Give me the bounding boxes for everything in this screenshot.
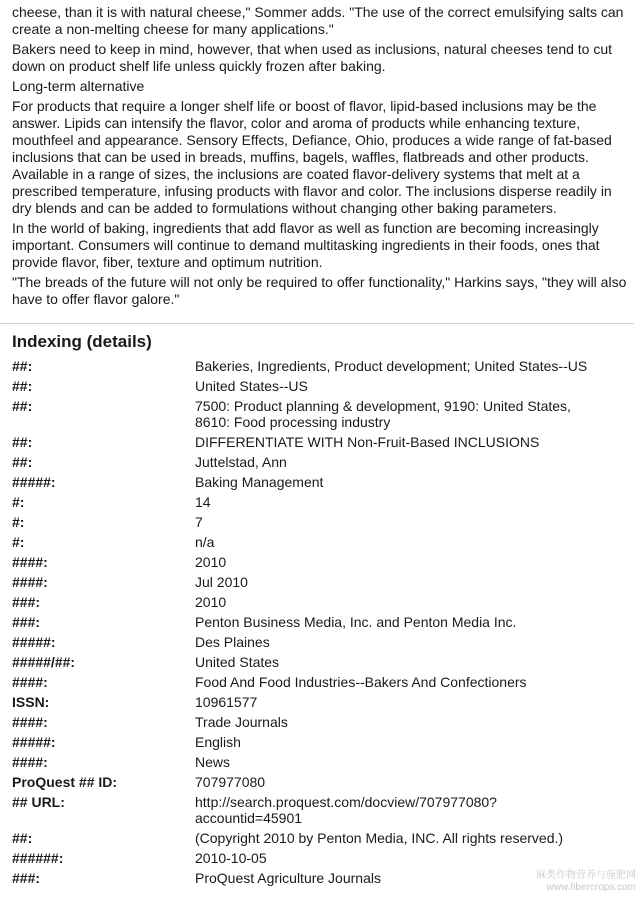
indexing-field-value: Food And Food Industries--Bakers And Confectioners	[195, 674, 527, 690]
indexing-row	[12, 554, 628, 574]
indexing-field-label: #:	[12, 534, 25, 550]
indexing-row	[12, 378, 628, 398]
watermark-line: 麻类作物营养与施肥网	[536, 870, 636, 881]
indexing-field-value: Jul 2010	[195, 574, 248, 590]
indexing-field-value: Bakeries, Ingredients, Product development; United States--US	[195, 358, 588, 374]
indexing-field-value: 2010-10-05	[195, 850, 267, 866]
indexing-field-value: 10961577	[195, 694, 258, 710]
indexing-row	[12, 674, 628, 694]
indexing-row	[12, 830, 628, 850]
watermark	[536, 870, 636, 894]
indexing-field-label: ISSN:	[12, 694, 50, 710]
indexing-field-label: ProQuest ## ID:	[12, 774, 118, 790]
indexing-field-label: ####:	[12, 574, 48, 590]
indexing-field-label: #:	[12, 494, 25, 510]
article-body	[12, 4, 628, 311]
indexing-row	[12, 514, 628, 534]
indexing-field-value: (Copyright 2010 by Penton Media, INC. All rights reserved.)	[195, 830, 564, 846]
indexing-field-label: ###:	[12, 870, 41, 886]
indexing-field-value: United States	[195, 654, 280, 670]
indexing-field-value: 7500: Product planning & development, 9190: United States, 8610: Food processing industry	[195, 398, 571, 430]
indexing-field-label: #:	[12, 514, 25, 530]
indexing-field-label: ##:	[12, 378, 33, 394]
article-paragraph: For products that require a longer shelf life or boost of flavor, lipid-based inclusions may be the answer. Lipids can intensify the flavor, color and aroma of products while enhancing texture, mouthfeel and appearance. Sensory Effects, Defiance, Ohio, produces a wide range of fat-based inclusions that can be used in breads, muffins, bagels, waffles, flatbreads and other products. Available in a range of sizes, the inclusions are coated flavor-delivery systems that melt at a prescribed temperature, infusing products with flavor and color. The inclusions disperse readily in dry blends and can be added to formulations without changing other baking parameters.	[12, 98, 612, 216]
indexing-field-value: ProQuest Agriculture Journals	[195, 870, 381, 886]
indexing-field-label: ##:	[12, 398, 33, 414]
indexing-field-value: 2010	[195, 554, 227, 570]
indexing-field-label: ##:	[12, 358, 33, 374]
indexing-row	[12, 754, 628, 774]
indexing-field-value: 2010	[195, 594, 227, 610]
indexing-field-label: ###:	[12, 614, 41, 630]
indexing-field-label: #####:	[12, 634, 56, 650]
indexing-field-value: Penton Business Media, Inc. and Penton Media Inc.	[195, 614, 517, 630]
article-paragraph: cheese, than it is with natural cheese," Sommer adds. "The use of the correct emulsifying salts can create a non-melting cheese for many applications."	[12, 4, 624, 37]
watermark-line: www.fibercrops.com	[546, 882, 636, 893]
indexing-row	[12, 474, 628, 494]
indexing-field-label: ## URL:	[12, 794, 65, 810]
indexing-row	[12, 494, 628, 514]
indexing-field-label: ##:	[12, 434, 33, 450]
indexing-row	[12, 534, 628, 554]
indexing-field-value: 14	[195, 494, 211, 510]
indexing-field-label: ####:	[12, 674, 48, 690]
indexing-field-value: http://search.proquest.com/docview/707977080?accountid=45901	[195, 794, 497, 826]
indexing-field-label: ######:	[12, 850, 64, 866]
indexing-row	[12, 634, 628, 654]
indexing-row	[12, 574, 628, 594]
article-paragraph: In the world of baking, ingredients that add flavor as well as function are becoming increasingly important. Consumers will continue to demand multitasking ingredients in their foods, ones that provide flavor, fiber, texture and optimum nutrition.	[12, 220, 600, 270]
indexing-row	[12, 614, 628, 634]
indexing-row	[12, 850, 628, 870]
indexing-field-label: #####:	[12, 734, 56, 750]
indexing-field-value: DIFFERENTIATE WITH Non-Fruit-Based INCLUSIONS	[195, 434, 540, 450]
indexing-title: Indexing (details)	[12, 332, 152, 351]
indexing-row	[12, 734, 628, 754]
indexing-row	[12, 774, 628, 794]
indexing-table	[12, 358, 628, 890]
indexing-field-value: Baking Management	[195, 474, 324, 490]
indexing-field-label: ####:	[12, 754, 48, 770]
indexing-field-value: 707977080	[195, 774, 266, 790]
indexing-row	[12, 694, 628, 714]
indexing-row	[12, 454, 628, 474]
indexing-field-label: #####:	[12, 474, 56, 490]
indexing-field-value: Trade Journals	[195, 714, 288, 730]
indexing-row	[12, 794, 628, 830]
indexing-field-label: ###:	[12, 594, 41, 610]
indexing-row	[12, 398, 628, 434]
section-divider	[0, 323, 634, 324]
indexing-field-value: Juttelstad, Ann	[195, 454, 287, 470]
indexing-field-value: n/a	[195, 534, 215, 550]
indexing-field-label: ##:	[12, 830, 33, 846]
indexing-field-label: ####:	[12, 714, 48, 730]
indexing-row	[12, 654, 628, 674]
section-subheading: Long-term alternative	[12, 78, 145, 94]
indexing-field-label: ####:	[12, 554, 48, 570]
indexing-field-value: English	[195, 734, 241, 750]
indexing-field-value: News	[195, 754, 231, 770]
indexing-row	[12, 594, 628, 614]
article-paragraph: Bakers need to keep in mind, however, that when used as inclusions, natural cheeses tend to cut down on product shelf life unless quickly frozen after baking.	[12, 41, 613, 74]
indexing-field-value: United States--US	[195, 378, 308, 394]
indexing-field-label: #####/##:	[12, 654, 76, 670]
indexing-field-label: ##:	[12, 454, 33, 470]
indexing-field-value: 7	[195, 514, 203, 530]
indexing-row	[12, 714, 628, 734]
article-paragraph: "The breads of the future will not only be required to offer functionality," Harkins says, "they will also have to offer flavor galore."	[12, 274, 627, 307]
indexing-row	[12, 358, 628, 378]
indexing-field-value: Des Plaines	[195, 634, 270, 650]
indexing-row	[12, 434, 628, 454]
